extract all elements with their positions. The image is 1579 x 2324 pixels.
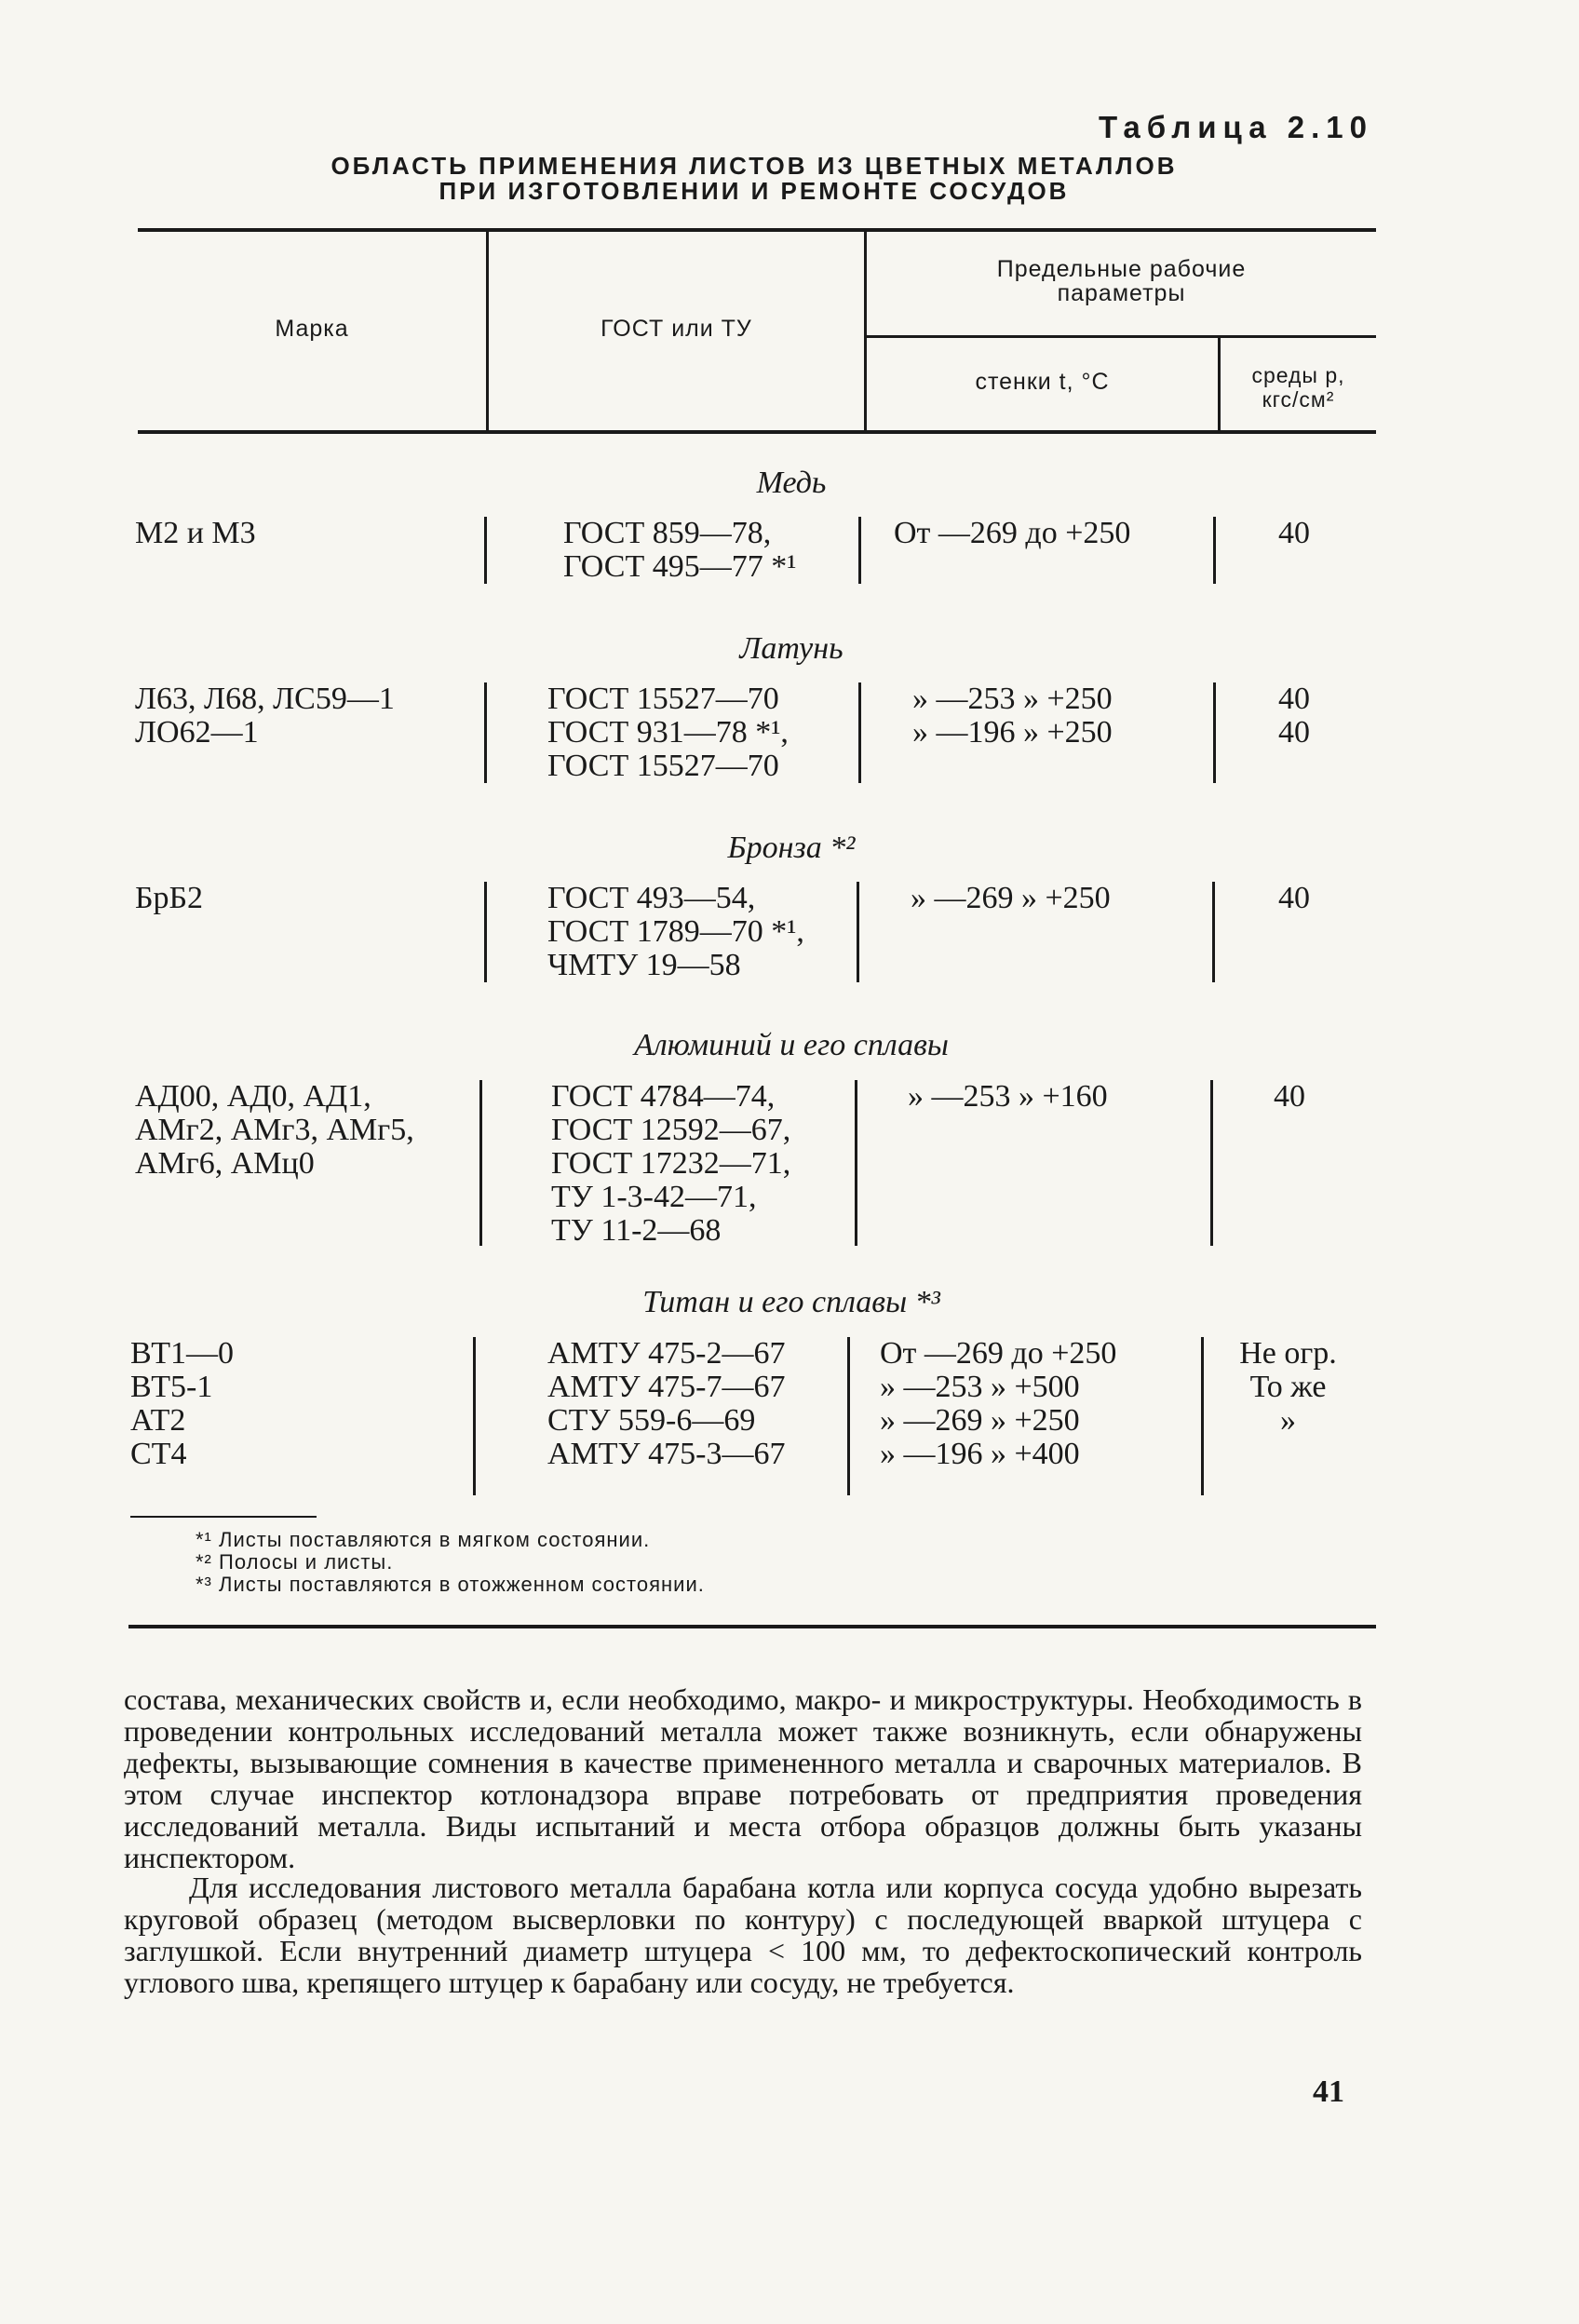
footnote-3: *³ Листы поставляются в отожженном состоянии. [196, 1573, 705, 1596]
copper-divider-3 [1213, 517, 1216, 584]
pressure-line: Не огр. [1239, 1336, 1337, 1371]
copper-marks [135, 517, 256, 550]
gost-line: ТУ 11-2—68 [551, 1213, 722, 1248]
table-title [140, 154, 1369, 204]
titanium-divider-3 [1201, 1337, 1204, 1495]
section-brass-title: Латунь [739, 631, 843, 666]
copper-pressure [1220, 517, 1369, 550]
pressure-line: 40 [1278, 516, 1310, 550]
titanium-divider-2 [847, 1337, 850, 1495]
pressure-line: 40 [1278, 881, 1310, 915]
pressure-line: 40 [1278, 682, 1310, 716]
aluminium-divider-3 [1210, 1080, 1213, 1246]
temp-line: » —269 » +250 [911, 881, 1111, 915]
table-bottom-rule [128, 1625, 1376, 1628]
gost-line: ГОСТ 1789—70 *¹, [547, 914, 804, 949]
header-medium-line-1: среды p, [1251, 363, 1345, 387]
aluminium-temp [908, 1080, 1108, 1114]
section-titanium-title: Титан и его сплавы *³ [642, 1285, 940, 1319]
gost-line: СТУ 559-6—69 [547, 1403, 756, 1438]
copper-divider-2 [858, 517, 861, 584]
mark-line: АМг6, АМц0 [135, 1146, 315, 1181]
footnote-2: *² Полосы и листы. [196, 1550, 394, 1574]
bronze-temp [911, 882, 1111, 915]
table-title-line-1: ОБЛАСТЬ ПРИМЕНЕНИЯ ЛИСТОВ ИЗ ЦВЕТНЫХ МЕТАЛЛОВ [331, 152, 1178, 180]
gost-line: АМТУ 475-7—67 [547, 1370, 786, 1404]
gost-line: ГОСТ 493—54, [547, 881, 756, 915]
temp-line: От —269 до +250 [894, 516, 1131, 550]
bronze-divider-2 [857, 882, 859, 982]
mark-line: ВТ5-1 [130, 1370, 213, 1404]
footnote-rule [130, 1516, 317, 1518]
mark-line: М2 и М3 [135, 516, 256, 550]
table-top-rule [138, 228, 1376, 232]
body-paragraph-2: Для исследования листового металла барабана котла или корпуса сосуда удобно вырезать круговой образец (методом высверловки по контуру) с последующей вваркой штуцера с заглушкой. Если внутренний диаметр штуцера < 100 мм, то дефектоскопический контроль углового шва, крепящего штуцер к барабану или сосуду, не требуется. [124, 1871, 1362, 1999]
mark-line: АТ2 [130, 1403, 186, 1438]
bronze-gost [547, 882, 804, 982]
header-sub-rule [866, 335, 1376, 338]
header-wall-temp: стенки t, °С [975, 369, 1110, 395]
titanium-marks [130, 1337, 234, 1471]
copper-gost [563, 517, 796, 584]
gost-line: ГОСТ 17232—71, [551, 1146, 791, 1181]
brass-pressure [1220, 682, 1369, 750]
bronze-divider-3 [1212, 882, 1215, 982]
mark-line: АД00, АД0, АД1, [135, 1079, 371, 1114]
gost-line: АМТУ 475-3—67 [547, 1437, 786, 1471]
mark-line: Л63, Л68, ЛС59—1 [135, 682, 395, 716]
header-medium-pressure [1221, 363, 1376, 412]
header-limits [867, 257, 1376, 305]
pressure-line: 40 [1278, 715, 1310, 750]
section-aluminium-title: Алюминий и его сплавы [634, 1028, 949, 1062]
gost-line: ГОСТ 15527—70 [547, 749, 779, 783]
aluminium-pressure [1215, 1080, 1364, 1114]
temp-line: » —253 » +160 [908, 1079, 1108, 1114]
header-bottom-rule [138, 430, 1376, 434]
titanium-gost [547, 1337, 785, 1471]
gost-line: ЧМТУ 19—58 [547, 948, 741, 982]
brass-divider-3 [1213, 682, 1216, 783]
pressure-line: То же [1249, 1370, 1327, 1404]
temp-line: » —269 » +250 [880, 1403, 1080, 1438]
brass-divider-2 [858, 682, 861, 783]
mark-line: АМг2, АМг3, АМг5, [135, 1113, 414, 1147]
titanium-divider-1 [473, 1337, 476, 1495]
temp-line: » —196 » +250 [912, 715, 1113, 750]
page-number: 41 [1313, 2074, 1344, 2109]
gost-line: ГОСТ 15527—70 [547, 682, 779, 716]
copper-temp [894, 517, 1130, 550]
brass-marks [135, 682, 395, 750]
table-title-line-2: ПРИ ИЗГОТОВЛЕНИИ И РЕМОНТЕ СОСУДОВ [439, 177, 1070, 205]
brass-gost [547, 682, 789, 783]
brass-divider-1 [484, 682, 487, 783]
bronze-marks [135, 882, 203, 915]
aluminium-divider-2 [855, 1080, 857, 1246]
header-medium-line-2: кгс/см² [1262, 387, 1335, 412]
gost-line: ГОСТ 12592—67, [551, 1113, 791, 1147]
aluminium-divider-1 [479, 1080, 482, 1246]
gost-line: ГОСТ 931—78 *¹, [547, 715, 789, 750]
section-bronze-title: Бронза *² [727, 831, 856, 865]
footnotes [196, 1529, 1033, 1596]
body-paragraph-1: состава, механических свойств и, если необходимо, макро- и микроструктуры. Необходимость в проведении контрольных исследований металла может также возникнуть, если обнаружены дефекты, вызывающие сомнения в качестве примененного металла и сварочных материалов. В этом случае инспектор котлонадзора вправе потребовать от предприятия проведения исследований металла. Виды испытаний и места отбора образцов должны быть указаны инспектором. [124, 1682, 1362, 1874]
aluminium-gost [551, 1080, 790, 1248]
gost-line: АМТУ 475-2—67 [547, 1336, 786, 1371]
gost-line: ГОСТ 495—77 *¹ [563, 549, 797, 584]
mark-line: БрБ2 [135, 881, 204, 915]
bronze-pressure [1220, 882, 1369, 915]
bronze-divider-1 [484, 882, 487, 982]
table-number: Таблица 2.10 [1099, 110, 1373, 144]
titanium-pressure [1207, 1337, 1370, 1438]
brass-temp [912, 682, 1113, 750]
copper-divider-1 [484, 517, 487, 584]
gost-line: ГОСТ 4784—74, [551, 1079, 776, 1114]
mark-line: ВТ1—0 [130, 1336, 234, 1371]
temp-line: От —269 до +250 [880, 1336, 1117, 1371]
gost-line: ТУ 1-3-42—71, [551, 1180, 757, 1214]
temp-line: » —196 » +400 [880, 1437, 1080, 1471]
titanium-temp [880, 1337, 1116, 1471]
mark-line: СТ4 [130, 1437, 187, 1471]
header-gost: ГОСТ или ТУ [601, 316, 752, 342]
pressure-line: 40 [1274, 1079, 1305, 1114]
section-copper-title: Медь [756, 466, 827, 500]
header-mark: Марка [275, 316, 349, 342]
header-limits-line-1: Предельные рабочие [996, 256, 1247, 282]
header-limits-line-2: параметры [1057, 280, 1186, 306]
gost-line: ГОСТ 859—78, [563, 516, 772, 550]
footnote-1: *¹ Листы поставляются в мягком состоянии. [196, 1528, 651, 1551]
mark-line: ЛО62—1 [135, 715, 259, 750]
temp-line: » —253 » +500 [880, 1370, 1080, 1404]
temp-line: » —253 » +250 [912, 682, 1113, 716]
aluminium-marks [135, 1080, 414, 1181]
pressure-line: » [1280, 1403, 1296, 1438]
